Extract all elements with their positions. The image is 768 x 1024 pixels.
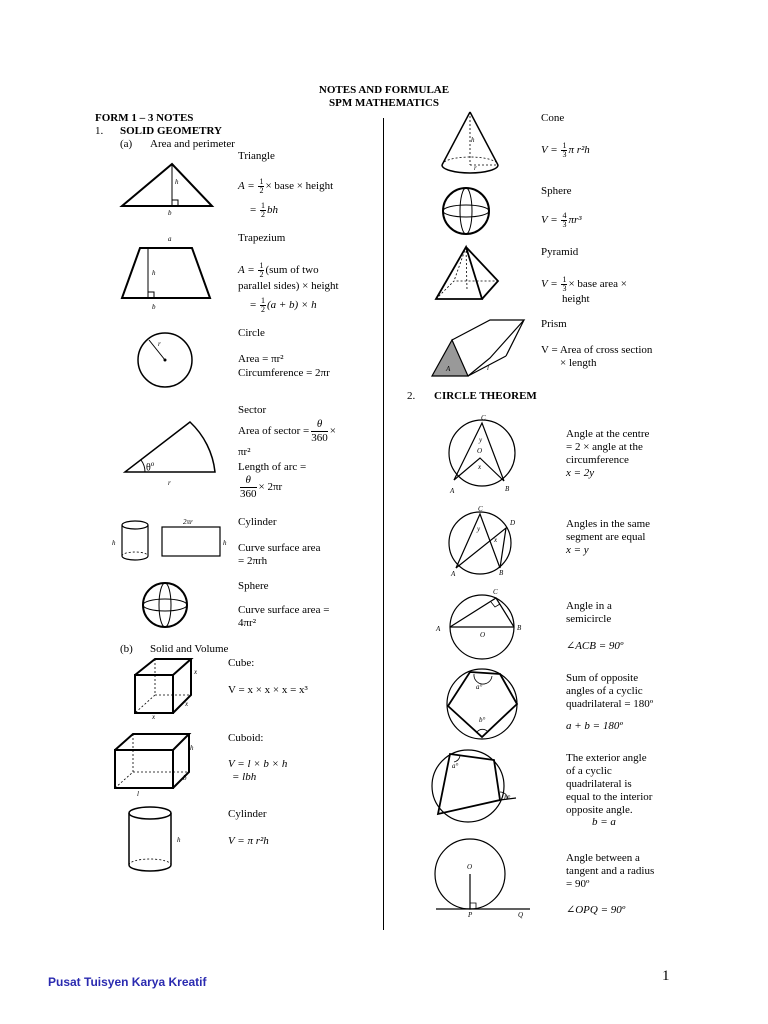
t2-label-y: y	[477, 525, 481, 533]
triangle-label-h: h	[175, 178, 179, 186]
sector-name: Sector	[238, 404, 267, 416]
t3-label-o: O	[480, 631, 486, 639]
cube-label-x1: x	[194, 668, 198, 676]
theorem-5-formula: b = a	[592, 816, 616, 828]
t3-label-c: C	[493, 588, 498, 596]
theorem-4-line-3: quadrilateral = 180º	[566, 698, 654, 710]
t2-label-b: B	[499, 569, 504, 577]
theorem-6-line-2: tangent and a radius	[566, 865, 655, 877]
cylinder-net-diagram	[110, 518, 235, 563]
cylinder-label-2pir: 2πr	[183, 518, 193, 526]
triangle-formula-1: A = $\frac{1}{2}$ × base × height	[238, 177, 334, 195]
trapezium-label-a: a	[168, 235, 172, 243]
sector-arc-label: Length of arc =	[238, 461, 307, 473]
trapezium-formula-2: parallel sides) × height	[238, 280, 339, 292]
prism-name: Prism	[541, 318, 567, 330]
subsection-a-number: (a)	[120, 138, 133, 150]
theorem-2-diagram	[444, 510, 516, 576]
cube-diagram	[133, 657, 198, 715]
circle-area-formula: Area = πr²	[238, 353, 284, 365]
sphere-surface-name: Sphere	[238, 580, 269, 592]
theorem-6-line-1: Angle between a	[566, 852, 640, 864]
theorem-1-line-3: circumference	[566, 454, 629, 466]
cuboid-formula-1: V = l × b × h	[228, 758, 288, 770]
theorem-3-diagram	[444, 594, 524, 660]
triangle-label-b: b	[168, 209, 172, 217]
subsection-b-number: (b)	[120, 643, 133, 655]
cube-label-x3: x	[152, 713, 156, 721]
t4-label-b: b°	[479, 716, 486, 724]
sphere-surface-formula-1: Curve surface area =	[238, 604, 330, 616]
theorem-3-line-1: Angle in a	[566, 600, 612, 612]
sphere-surface-diagram	[140, 580, 190, 630]
circle-label-r: r	[158, 340, 161, 348]
sphere-surface-formula-2: 4πr²	[238, 617, 257, 629]
sphere-name: Sphere	[541, 185, 572, 197]
t2-label-x: x	[494, 536, 498, 544]
t4-label-a: a°	[476, 683, 483, 691]
cube-label-x2: x	[185, 700, 189, 708]
theorem-3-line-2: semicircle	[566, 613, 612, 625]
sphere-formula: V = $\frac{4}{3}$ πr³	[541, 211, 582, 229]
sphere-diagram	[440, 185, 492, 237]
prism-label-l: l	[487, 364, 489, 372]
pyramid-formula-2: height	[562, 293, 590, 305]
theorem-5-line-4: equal to the interior	[566, 791, 653, 803]
theorem-4-diagram	[444, 668, 524, 740]
cuboid-label-b: b	[183, 774, 187, 782]
pyramid-diagram	[432, 245, 502, 305]
theorem-6-formula: ∠OPQ = 90º	[566, 904, 626, 916]
theorem-5-line-5: opposite angle.	[566, 804, 633, 816]
trapezium-label-h: h	[152, 269, 156, 277]
cylinder-volume-formula: V = π r²h	[228, 835, 269, 847]
t2-label-d: D	[510, 519, 516, 527]
theorem-6-line-3: = 90º	[566, 878, 590, 890]
section-1-number: 1.	[95, 125, 104, 137]
trapezium-diagram	[120, 244, 215, 302]
cylinder-volume-label-h: h	[177, 836, 181, 844]
t1-label-c: C	[481, 414, 486, 422]
t6-label-p: P	[468, 911, 473, 919]
t5-label-b: b°	[504, 794, 511, 802]
theorem-1-formula: x = 2y	[566, 467, 595, 479]
cylinder-label-h2: h	[223, 539, 227, 547]
theorem-5-line-1: The exterior angle	[566, 752, 647, 764]
section-1-title: SOLID GEOMETRY	[120, 125, 222, 137]
pyramid-formula: V = $\frac{1}{3}$ × base area ×	[541, 275, 627, 293]
cone-name: Cone	[541, 112, 565, 124]
footer-publisher: Pusat Tuisyen Karya Kreatif	[48, 975, 207, 989]
t2-label-a: A	[451, 570, 456, 578]
cylinder-name: Cylinder	[238, 516, 277, 528]
t2-label-c: C	[478, 505, 483, 513]
prism-label-a: A	[446, 365, 451, 373]
t1-label-y: y	[479, 436, 483, 444]
sector-area-formula-cont: πr²	[238, 446, 251, 458]
theorem-1-line-2: = 2 × angle at the	[566, 441, 643, 453]
t6-label-q: Q	[518, 911, 524, 919]
theorem-3-formula: ∠ACB = 90º	[566, 640, 624, 652]
trapezium-formula-1: A = $\frac{1}{2}$ (sum of two	[238, 261, 319, 279]
cone-label-r: r	[474, 164, 477, 172]
cuboid-label-l: l	[137, 790, 139, 798]
sector-label-r: r	[168, 479, 171, 487]
header-title-1: NOTES AND FORMULAE	[318, 84, 450, 96]
triangle-diagram	[120, 160, 215, 215]
trapezium-label-b: b	[152, 303, 156, 311]
cuboid-formula-2: = lbh	[232, 771, 257, 783]
theorem-4-line-2: angles of a cyclic	[566, 685, 643, 697]
triangle-formula-2: = $\frac{1}{2}$ bh	[250, 201, 278, 219]
theorem-5-line-2: of a cyclic	[566, 765, 612, 777]
cylinder-label-h: h	[112, 539, 116, 547]
t1-label-x: x	[478, 463, 482, 471]
cone-formula: V = $\frac{1}{3}$ π r²h	[541, 141, 590, 159]
trapezium-name: Trapezium	[238, 232, 286, 244]
circle-diagram	[135, 330, 195, 390]
prism-formula-2: × length	[560, 357, 597, 369]
form-heading: FORM 1 – 3 NOTES	[95, 112, 194, 124]
theorem-2-line-2: segment are equal	[566, 531, 646, 543]
theorem-6-diagram	[434, 838, 534, 914]
subsection-b-title: Solid and Volume	[150, 643, 229, 655]
t3-label-a: A	[436, 625, 441, 633]
cylinder-formula-2: = 2πrh	[238, 555, 268, 567]
prism-formula-1: V = Area of cross section	[541, 344, 653, 356]
cube-formula: V = x × x × x = x³	[228, 684, 308, 696]
prism-diagram	[428, 318, 538, 380]
circle-circumference-formula: Circumference = 2πr	[238, 367, 330, 379]
cuboid-name: Cuboid:	[228, 732, 264, 744]
t1-label-a: A	[450, 487, 455, 495]
t5-label-a: a°	[452, 762, 459, 770]
sector-area-formula: Area of sector = $\frac{\theta}{360}$ ×	[238, 418, 336, 444]
theorem-2-line-1: Angles in the same	[566, 518, 651, 530]
t6-label-o: O	[467, 863, 473, 871]
header-title-2: SPM MATHEMATICS	[329, 97, 439, 109]
t3-label-b: B	[517, 624, 522, 632]
cube-name: Cube:	[228, 657, 255, 669]
sector-diagram	[120, 418, 220, 478]
section-2-title: CIRCLE THEOREM	[434, 390, 537, 402]
section-2-number: 2.	[407, 390, 416, 402]
theorem-1-line-1: Angle at the centre	[566, 428, 650, 440]
theorem-5-line-3: quadrilateral is	[566, 778, 632, 790]
circle-name: Circle	[238, 327, 265, 339]
sector-arc-formula: $\frac{\theta}{360}$ × 2πr	[240, 474, 283, 500]
cylinder-volume-diagram	[125, 805, 175, 875]
cuboid-diagram	[113, 732, 193, 792]
theorem-2-formula: x = y	[566, 544, 589, 556]
page-number: 1	[662, 968, 670, 984]
subsection-a-title: Area and perimeter	[150, 138, 235, 150]
trapezium-formula-3: = $\frac{1}{2}$ (a + b) × h	[250, 296, 317, 314]
theorem-4-formula: a + b = 180º	[566, 720, 623, 732]
t1-label-b: B	[505, 485, 510, 493]
pyramid-name: Pyramid	[541, 246, 579, 258]
cylinder-formula-1: Curve surface area	[238, 542, 321, 554]
triangle-name: Triangle	[238, 150, 275, 162]
theorem-5-diagram	[428, 748, 518, 824]
theorem-4-line-1: Sum of opposite	[566, 672, 639, 684]
cylinder-volume-name: Cylinder	[228, 808, 267, 820]
column-divider	[383, 118, 384, 930]
sector-label-theta: $\theta^o$	[146, 460, 155, 474]
cuboid-label-h: h	[190, 744, 194, 752]
t1-label-o: O	[477, 447, 483, 455]
cone-label-h: h	[471, 136, 475, 144]
